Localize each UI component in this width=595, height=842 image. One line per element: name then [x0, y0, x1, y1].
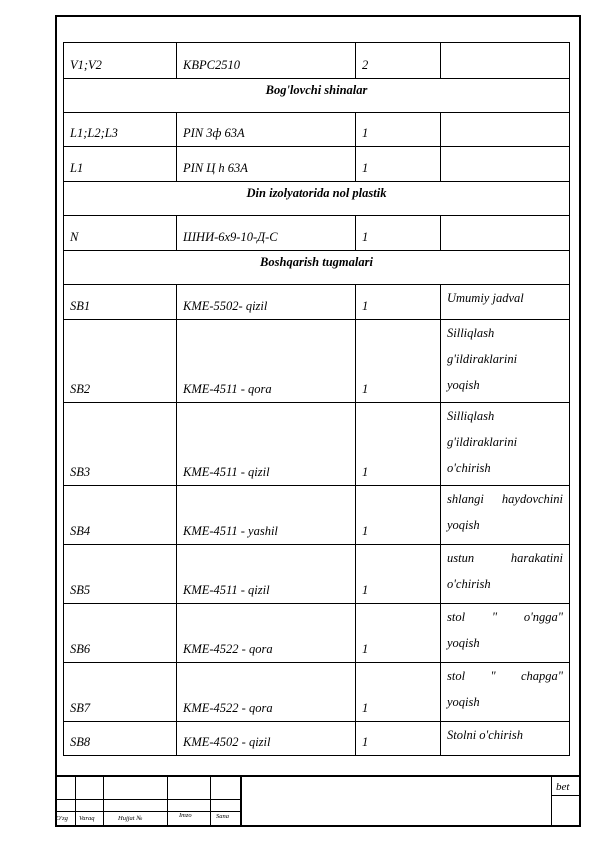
quantity-cell: 1 — [356, 113, 441, 147]
stamp-label-ozg: O'zg — [56, 815, 68, 822]
note-cell — [441, 147, 570, 182]
designation-cell: SB6 — [64, 604, 177, 663]
table-row — [64, 216, 570, 251]
table-row — [64, 545, 570, 604]
designation-cell: SB4 — [64, 486, 177, 545]
table-row — [64, 722, 570, 756]
sheet-label: bet — [556, 781, 570, 793]
note-cell — [441, 285, 570, 320]
designation-cell: SB1 — [64, 285, 177, 320]
section-title: Din izolyatorida nol plastik — [64, 182, 570, 216]
designation-cell: SB8 — [64, 722, 177, 756]
designation-cell: L1;L2;L3 — [64, 113, 177, 147]
table-row — [64, 285, 570, 320]
note-cell — [441, 722, 570, 756]
note-line: o'chirish — [447, 461, 491, 475]
note-line: Stolni o'chirish — [447, 728, 523, 742]
type-cell: PIN Ц h 63A — [177, 147, 356, 182]
stamp-label-sana: Sana — [216, 813, 229, 820]
table-row — [64, 113, 570, 147]
quantity-cell: 1 — [356, 147, 441, 182]
stamp-label-hujjat: Hujjat № — [118, 815, 143, 822]
table-row — [64, 604, 570, 663]
type-cell: KBPC2510 — [177, 43, 356, 79]
section-title: Boshqarish tugmalari — [64, 251, 570, 285]
designation-cell: N — [64, 216, 177, 251]
quantity-cell: 1 — [356, 722, 441, 756]
quantity-cell: 1 — [356, 320, 441, 403]
quantity-cell: 1 — [356, 216, 441, 251]
stamp-label-varaq: Varaq — [79, 815, 95, 822]
type-cell: ШНИ-6х9-10-Д-С — [177, 216, 356, 251]
table-row — [64, 147, 570, 182]
type-cell: KME-4511 - qizil — [177, 403, 356, 486]
type-cell: KME-4522 - qora — [177, 604, 356, 663]
designation-cell: SB2 — [64, 320, 177, 403]
specification-table — [63, 42, 570, 756]
note-line: g'ildiraklarini — [447, 352, 518, 366]
type-cell: KME-4511 - qizil — [177, 545, 356, 604]
note-line: yoqish — [447, 378, 480, 392]
quantity-cell: 1 — [356, 604, 441, 663]
note-cell — [441, 320, 570, 403]
section-row — [64, 79, 570, 113]
type-cell: KME-4511 - yashil — [177, 486, 356, 545]
table-row — [64, 403, 570, 486]
note-cell — [441, 663, 570, 722]
note-line: Silliqlash — [447, 409, 495, 423]
type-cell: KME-4522 - qora — [177, 663, 356, 722]
table-row — [64, 43, 570, 79]
type-cell: KME-5502- qizil — [177, 285, 356, 320]
title-block — [55, 775, 581, 827]
type-cell: KME-4511 - qora — [177, 320, 356, 403]
designation-cell: SB7 — [64, 663, 177, 722]
designation-cell: V1;V2 — [64, 43, 177, 79]
note-cell — [441, 545, 570, 604]
designation-cell: SB5 — [64, 545, 177, 604]
note-cell — [441, 403, 570, 486]
note-line: yoqish — [447, 695, 480, 709]
note-cell — [441, 113, 570, 147]
note-line: yoqish — [447, 636, 480, 650]
quantity-cell: 1 — [356, 486, 441, 545]
type-cell: PIN 3ф 63A — [177, 113, 356, 147]
quantity-cell: 2 — [356, 43, 441, 79]
note-line: Umumiy jadval — [447, 291, 524, 305]
note-cell — [441, 43, 570, 79]
quantity-cell: 1 — [356, 403, 441, 486]
note-line: ustun harakatini — [447, 551, 563, 565]
quantity-cell: 1 — [356, 663, 441, 722]
note-cell — [441, 216, 570, 251]
section-row — [64, 182, 570, 216]
section-title: Bog'lovchi shinalar — [64, 79, 570, 113]
stamp-label-imzo: Imzo — [179, 812, 192, 819]
table-row — [64, 320, 570, 403]
note-line: stol " o'ngga" — [447, 610, 563, 624]
designation-cell: L1 — [64, 147, 177, 182]
quantity-cell: 1 — [356, 285, 441, 320]
designation-cell: SB3 — [64, 403, 177, 486]
table-row — [64, 486, 570, 545]
note-line: g'ildiraklarini — [447, 435, 518, 449]
note-line: shlangi haydovchini — [447, 492, 563, 506]
table-row — [64, 663, 570, 722]
note-line: o'chirish — [447, 577, 491, 591]
note-cell — [441, 604, 570, 663]
note-line: stol " chapga" — [447, 669, 563, 683]
note-line: Silliqlash — [447, 326, 495, 340]
type-cell: KME-4502 - qizil — [177, 722, 356, 756]
quantity-cell: 1 — [356, 545, 441, 604]
note-cell — [441, 486, 570, 545]
section-row — [64, 251, 570, 285]
note-line: yoqish — [447, 518, 480, 532]
